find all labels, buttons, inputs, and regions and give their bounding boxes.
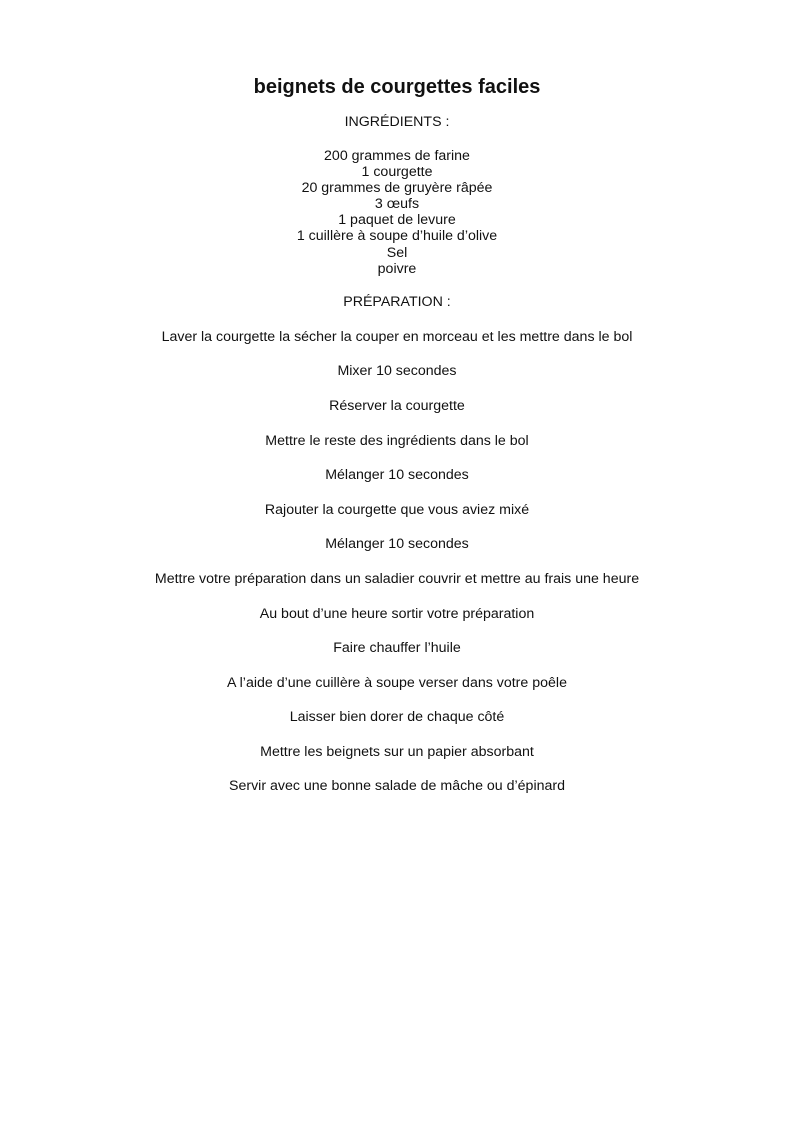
preparation-step: Mixer 10 secondes (337, 363, 457, 380)
preparation-step: A l’aide d’une cuillère à soupe verser dans votre poêle (227, 674, 567, 691)
ingredient-item: 1 courgette (361, 164, 433, 181)
ingredient-item: 3 œufs (374, 196, 420, 213)
ingredient-item: 1 cuillère à soupe d’huile d’olive (296, 228, 498, 245)
recipe-content (100, 73, 694, 813)
ingredient-item: Sel (386, 244, 408, 261)
preparation-steps (100, 329, 694, 795)
preparation-step: Réserver la courgette (329, 397, 465, 414)
ingredient-item: poivre (377, 260, 417, 277)
ingredients-heading: INGRÉDIENTS : (344, 114, 450, 130)
ingredients-list (100, 148, 694, 277)
preparation-step: Servir avec une bonne salade de mâche ou d’épinard (229, 778, 565, 795)
preparation-step: Mélanger 10 secondes (325, 467, 469, 484)
preparation-step: Faire chauffer l’huile (333, 640, 461, 657)
preparation-step: Mettre les beignets sur un papier absorbant (260, 743, 534, 760)
ingredient-item: 1 paquet de levure (338, 212, 456, 229)
preparation-heading: PRÉPARATION : (343, 293, 451, 310)
preparation-step: Laisser bien dorer de chaque côté (289, 709, 505, 726)
preparation-step: Au bout d’une heure sortir votre préparation (259, 605, 535, 622)
preparation-step: Mettre votre préparation dans un saladier couvrir et mettre au frais une heure (154, 570, 640, 587)
ingredient-item: 200 grammes de farine (324, 148, 470, 164)
preparation-step: Mettre le reste des ingrédients dans le bol (265, 432, 529, 449)
preparation-step: Laver la courgette la sécher la couper en morceau et les mettre dans le bol (161, 328, 633, 345)
preparation-step: Mélanger 10 secondes (325, 536, 469, 553)
ingredient-item: 20 grammes de gruyère râpée (301, 180, 493, 197)
preparation-step: Rajouter la courgette que vous aviez mixé (264, 501, 530, 518)
recipe-title: beignets de courgettes faciles (253, 76, 541, 98)
